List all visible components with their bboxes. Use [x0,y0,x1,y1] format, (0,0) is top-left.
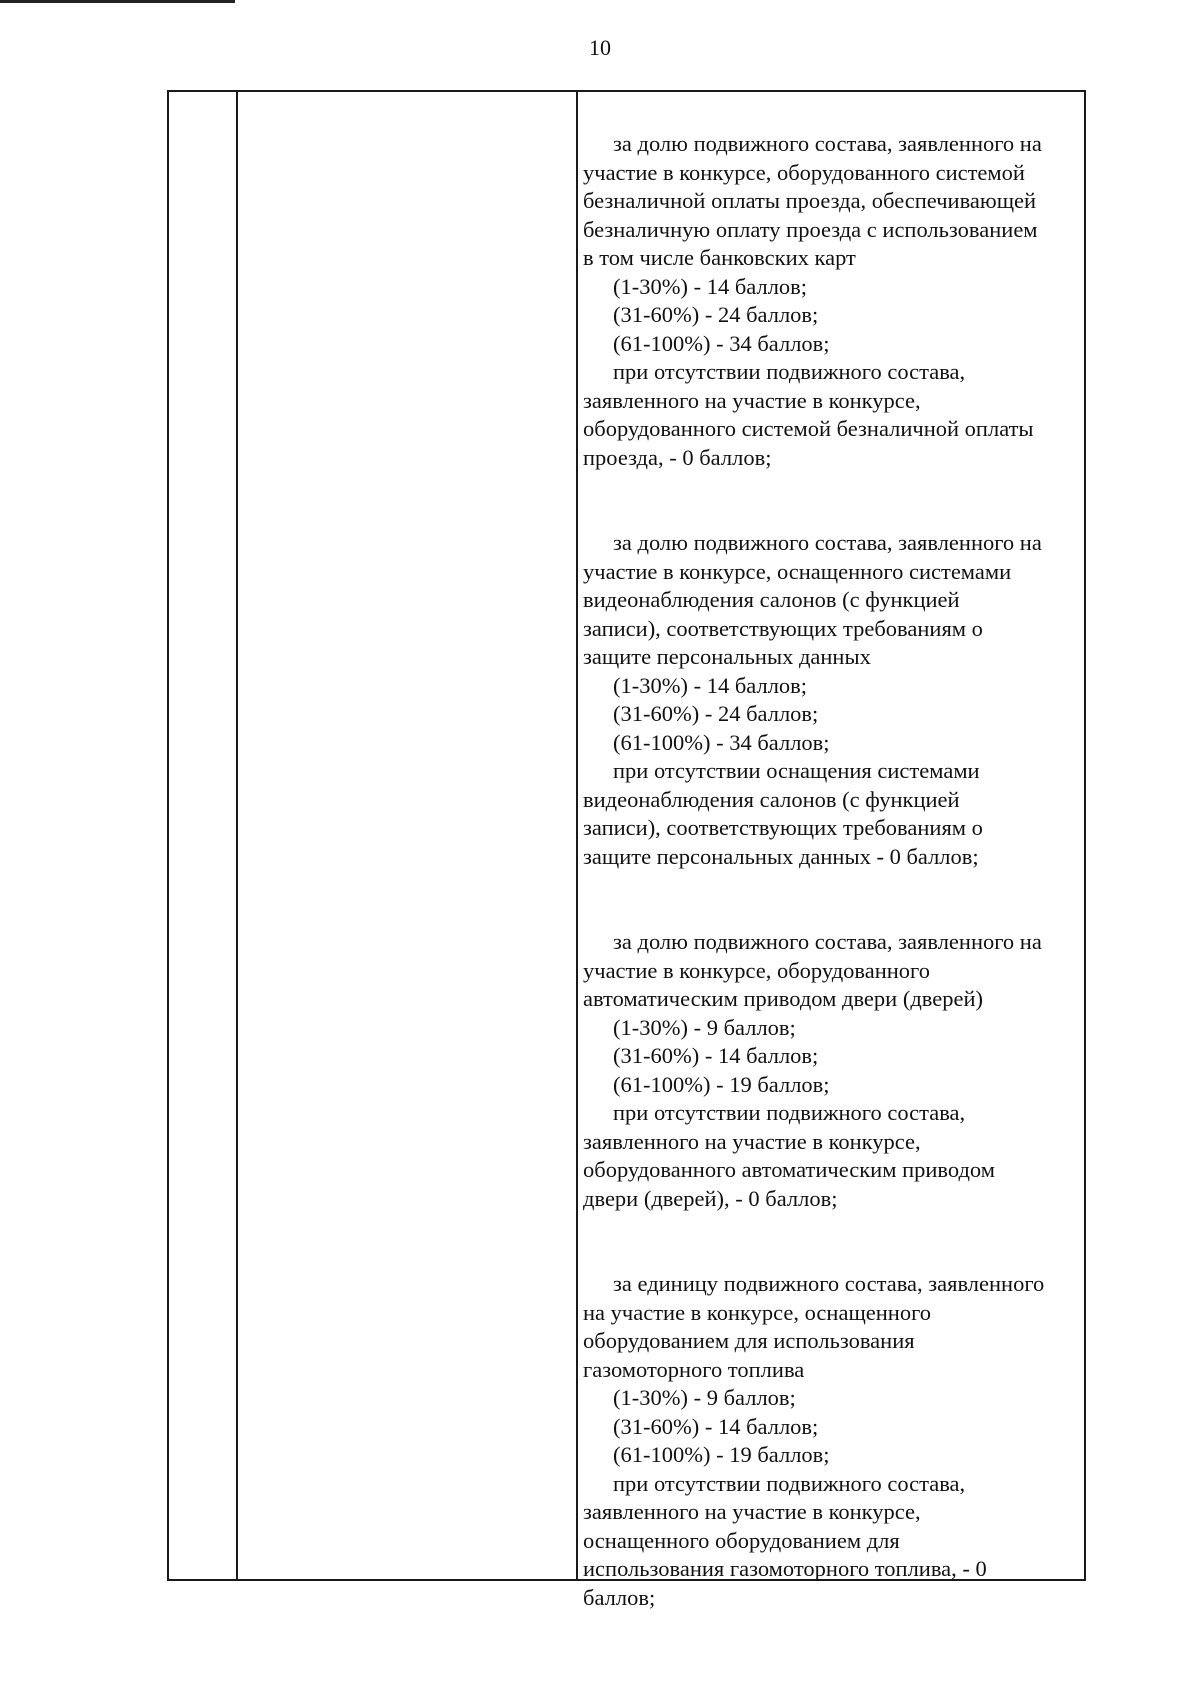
score-line: (1-30%) - 9 баллов; [613,1014,796,1040]
text-line: автоматическим приводом двери (дверей) [583,986,984,1011]
text-line: газомоторного топлива [583,1356,805,1382]
text-line: оборудованием для использования [583,1328,915,1353]
score-line: (1-30%) - 9 баллов; [613,1385,796,1410]
text-line: за долю подвижного состава, заявленного на [613,929,1042,954]
score-line: (61-100%) - 19 баллов; [613,1071,830,1097]
text-line: защите персональных данных [583,644,871,669]
criterion-gas-motor-fuel [583,1270,1078,1612]
criteria-table [167,90,1086,1610]
score-line: (1-30%) - 14 баллов; [613,672,808,698]
score-line: (31-60%) - 14 баллов; [613,1413,819,1439]
text-line: баллов; [583,1584,656,1610]
score-line: (61-100%) - 34 баллов; [613,330,830,356]
column-divider-criterion [576,92,578,1579]
text-line: при отсутствии оснащения системами [613,758,980,783]
text-line: за долю подвижного состава, заявленного на [613,530,1042,555]
text-line: участие в конкурсе, оснащенного системами [583,558,1012,584]
text-line: видеонаблюдения салонов (с функцией [583,786,960,812]
text-line: оборудованного автоматическим приводом [583,1157,995,1182]
criteria-text-cell [583,130,1078,1669]
text-line: в том числе банковских карт [583,245,856,270]
score-line: (31-60%) - 14 баллов; [613,1043,819,1068]
text-line: оснащенного оборудованием для [583,1527,900,1553]
text-line: записи), соответствующих требованиям о [583,815,983,840]
text-line: участие в конкурсе, оборудованного системой [583,159,1025,185]
criterion-video-surveillance [583,529,1078,871]
scan-edge-mark [0,0,235,3]
text-line: заявленного на участие в конкурсе, [583,387,921,413]
page-number: 10 [589,35,611,60]
score-line: (61-100%) - 34 баллов; [613,729,830,755]
criterion-automatic-doors [583,928,1078,1213]
text-line: за единицу подвижного состава, заявленного [613,1271,1045,1296]
text-line: видеонаблюдения салонов (с функцией [583,587,960,612]
text-line: безналичную оплату проезда с использованием [583,216,1038,242]
text-line: при отсутствии подвижного состава, [613,359,966,384]
text-line: заявленного на участие в конкурсе, [583,1128,921,1154]
text-line: проезда, - 0 баллов; [583,444,772,470]
score-line: (1-30%) - 14 баллов; [613,273,808,299]
score-line: (31-60%) - 24 баллов; [613,302,819,327]
text-line: на участие в конкурсе, оснащенного [583,1299,932,1325]
criterion-cashless-payment [583,130,1078,472]
column-divider-number [236,92,238,1579]
text-line: заявленного на участие в конкурсе, [583,1499,921,1524]
score-line: (31-60%) - 24 баллов; [613,701,819,726]
text-line: при отсутствии подвижного состава, [613,1100,966,1125]
text-line: защите персональных данных - 0 баллов; [583,843,979,869]
text-line: двери (дверей), - 0 баллов; [583,1185,838,1211]
text-line: участие в конкурсе, оборудованного [583,957,930,983]
text-line: записи), соответствующих требованиям о [583,615,983,641]
text-line: безналичной оплаты проезда, обеспечивающей [583,188,1037,213]
text-line: оборудованного системой безналичной оплаты [583,416,1034,441]
text-line: использования газомоторного топлива, - 0 [583,1556,987,1581]
text-line: при отсутствии подвижного состава, [613,1470,966,1496]
score-line: (61-100%) - 19 баллов; [613,1442,830,1467]
text-line: за долю подвижного состава, заявленного на [613,131,1042,156]
